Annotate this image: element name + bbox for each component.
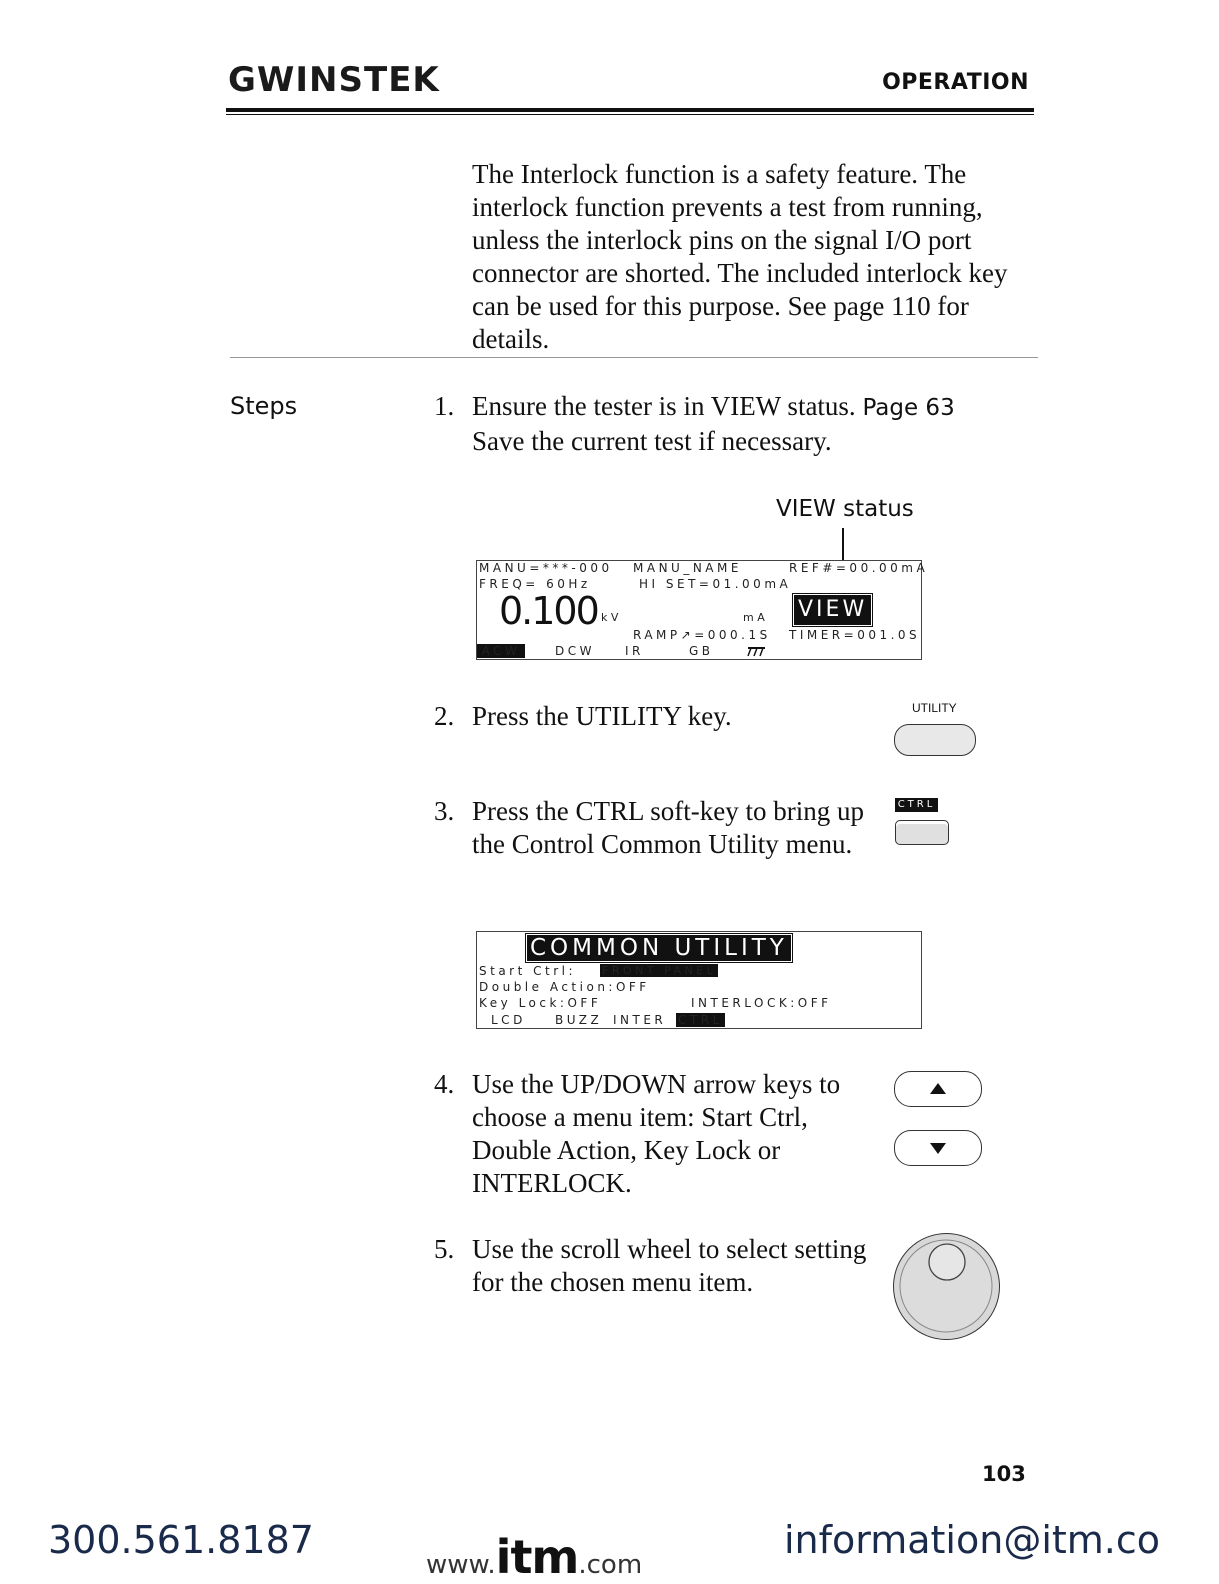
lcd-freq: FREQ= 60Hz — [479, 577, 591, 591]
lcd-ramp: RAMP↗=000.1S — [633, 628, 771, 642]
lcd-key-lock: Key Lock:OFF — [479, 996, 602, 1010]
lcd-manu: MANU=***-000 — [479, 561, 613, 575]
scroll-wheel[interactable] — [893, 1233, 1000, 1340]
step-4-text: Use the UP/DOWN arrow keys to choose a menu item: Start Ctrl, Double Action, Key Lock or INTERLOCK. — [472, 1069, 841, 1198]
utility-key-label: UTILITY — [912, 701, 957, 715]
lcd-hi-set: HI SET=01.00mA — [639, 577, 792, 591]
up-arrow-icon — [930, 1083, 946, 1094]
lcd-tab-lcd: LCD — [491, 1013, 526, 1027]
page-ref-link[interactable]: Page 63 — [862, 395, 955, 421]
footer-web-prefix: www. — [426, 1550, 496, 1580]
lcd-tab-ctrl: CTRL — [678, 1013, 723, 1027]
steps-label: Steps — [230, 392, 298, 420]
step-2-number: 2. — [434, 701, 455, 731]
footer-web-suffix: .com — [578, 1550, 643, 1580]
lcd-ref: REF#=00.00mA — [789, 561, 929, 575]
lcd-double-action: Double Action:OFF — [479, 980, 650, 994]
step-2-text: Press the UTILITY key. — [472, 701, 732, 731]
lcd-view-status: VIEW — [794, 595, 871, 625]
step-1-line2: Save the current test if necessary. — [472, 426, 832, 456]
step-1-line1: Ensure the tester is in VIEW status. — [472, 391, 856, 421]
page-number: 103 — [982, 1462, 1026, 1486]
intro-paragraph: The Interlock function is a safety feature. The interlock function prevents a test from running, unless the interlock pins on the signal I/O port connector are shorted. The included interlock key can be used for this purpose. See page 110 for details. — [472, 159, 1008, 354]
view-status-callout: VIEW status — [776, 496, 914, 522]
step-1-text — [472, 390, 1032, 458]
lcd-tab-ir: IR — [625, 644, 644, 658]
lcd-manu-name: MANU_NAME — [633, 561, 742, 575]
ground-icon — [747, 645, 767, 657]
lcd-tab-acw: ACW — [477, 644, 525, 658]
scroll-wheel-icon — [894, 1234, 999, 1339]
lcd-utility-title: COMMON UTILITY — [527, 935, 791, 961]
step-4-number: 4. — [434, 1069, 455, 1099]
step-3-number: 3. — [434, 796, 455, 826]
step-5-text: Use the scroll wheel to select setting for the chosen menu item. — [472, 1234, 867, 1297]
lcd-tab-buzz: BUZZ — [555, 1013, 603, 1027]
lcd-current-unit: mA — [743, 611, 769, 624]
lcd-tab-dcw: DCW — [555, 644, 595, 658]
lcd-tab-gb: GB — [689, 644, 714, 658]
down-arrow-key[interactable] — [894, 1130, 982, 1166]
header-rule — [226, 108, 1034, 112]
down-arrow-icon — [930, 1143, 946, 1154]
utility-key-button[interactable] — [894, 724, 976, 756]
lcd-start-ctrl-value: FRONT PANEL — [602, 964, 717, 977]
lcd-view-screen — [476, 560, 929, 660]
section-divider — [230, 357, 1038, 358]
lcd-voltage-value: 0.100 — [499, 589, 598, 633]
lcd-start-ctrl-label: Start Ctrl: — [479, 964, 577, 978]
ctrl-softkey-button[interactable] — [895, 820, 949, 845]
lcd-utility-screen — [476, 931, 922, 1029]
footer-email[interactable]: information@itm.co — [784, 1518, 1161, 1562]
ctrl-softkey-label: CTRL — [895, 798, 938, 812]
itm-logo: itm — [495, 1530, 579, 1584]
step-5-number: 5. — [434, 1234, 455, 1264]
brand-logo: GWINSTEK — [228, 60, 440, 100]
lcd-tab-inter: INTER — [613, 1013, 667, 1027]
step-3-text: Press the CTRL soft-key to bring up the Control Common Utility menu. — [472, 796, 864, 859]
section-title: OPERATION — [882, 70, 1029, 95]
header-rule-thin — [226, 114, 1034, 115]
lcd-voltage-unit: kV — [601, 611, 622, 624]
lcd-timer: TIMER=001.0S — [789, 628, 921, 642]
step-1-number: 1. — [434, 391, 455, 421]
footer-web[interactable] — [426, 1530, 642, 1584]
up-arrow-key[interactable] — [894, 1071, 982, 1107]
lcd-interlock: INTERLOCK:OFF — [691, 996, 832, 1010]
footer-phone: 300.561.8187 — [48, 1518, 314, 1562]
